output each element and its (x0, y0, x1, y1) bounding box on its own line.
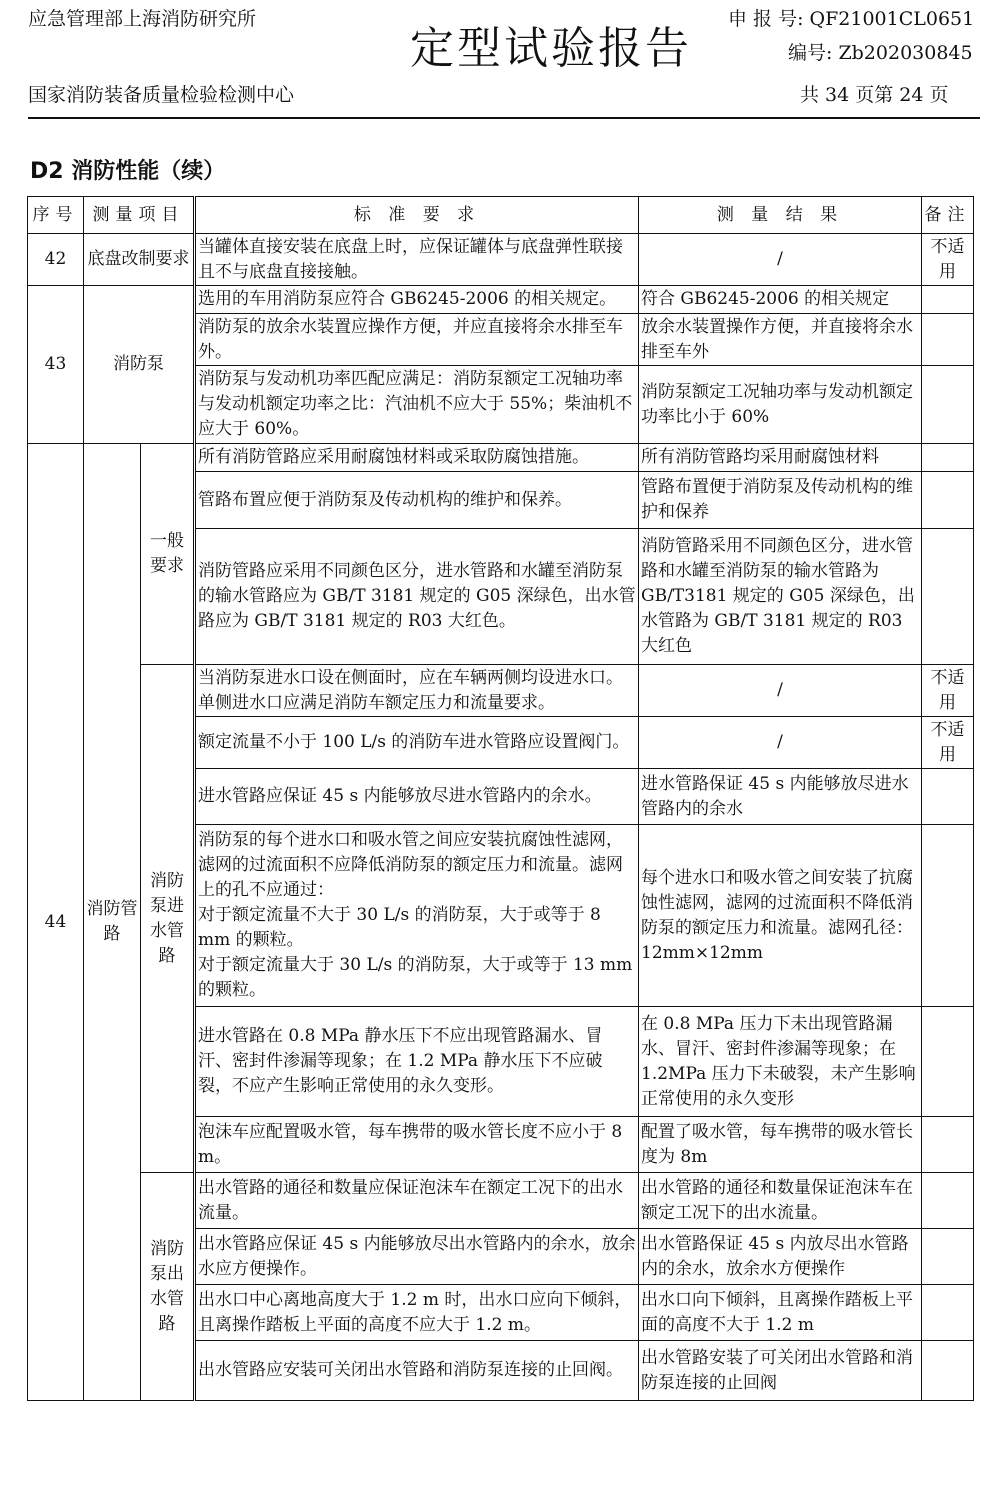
result-cell: 出水口向下倾斜，且离操作踏板上平面的高度不大于 1.2 m (639, 1285, 922, 1341)
col-header-no: 序号 (28, 197, 84, 234)
result-cell: 管路布置便于消防泵及传动机构的维护和保养 (639, 472, 922, 529)
requirement-cell: 进水管路应保证 45 s 内能够放尽进水管路内的余水。 (195, 769, 639, 825)
apply-number: 申 报 号: QF21001CL0651 (728, 8, 975, 30)
result-cell: 符合 GB6245-2006 的相关规定 (639, 286, 922, 314)
requirement-cell: 消防管路应采用不同颜色区分，进水管路和水罐至消防泵的输水管路应为 GB/T 3181 规定的 G05 深绿色，出水管路应为 GB/T 3181 规定的 R03 大红色。 (195, 529, 639, 665)
result-cell: 所有消防管路均采用耐腐蚀材料 (639, 444, 922, 472)
result-cell: 每个进水口和吸水管之间安装了抗腐蚀性滤网，滤网的过流面积不降低消防泵的额定压力和流量。滤网孔径：12mm×12mm (639, 825, 922, 1007)
requirement-cell: 出水口中心离地高度大于 1.2 m 时，出水口应向下倾斜，且离操作踏板上平面的高度不应大于 1.2 m。 (195, 1285, 639, 1341)
note-cell (922, 1341, 974, 1401)
result-cell: / (639, 717, 922, 769)
requirement-cell: 当消防泵进水口设在侧面时，应在车辆两侧均设进水口。单侧进水口应满足消防车额定压力和流量要求。 (195, 665, 639, 717)
requirement-cell: 额定流量不小于 100 L/s 的消防车进水管路应设置阀门。 (195, 717, 639, 769)
result-cell: / (639, 665, 922, 717)
subitem-name: 消防泵出水管路 (141, 1173, 195, 1401)
requirement-cell: 泡沫车应配置吸水管，每车携带的吸水管长度不应小于 8 m。 (195, 1117, 639, 1173)
header-divider (28, 117, 980, 119)
requirement-cell: 出水管路应保证 45 s 内能够放尽出水管路内的余水，放余水应方便操作。 (195, 1229, 639, 1285)
table-row (28, 1173, 974, 1229)
note-cell (922, 1173, 974, 1229)
note-cell (922, 314, 974, 366)
requirement-cell: 消防泵与发动机功率匹配应满足：消防泵额定工况轴功率与发动机额定功率之比：汽油机不应大于 55%；柴油机不应大于 60%。 (195, 366, 639, 444)
note-cell (922, 286, 974, 314)
table-row (28, 444, 974, 472)
requirement-cell: 当罐体直接安装在底盘上时，应保证罐体与底盘弹性联接且不与底盘直接接触。 (195, 234, 639, 286)
result-cell: 出水管路的通径和数量保证泡沫车在额定工况下的出水流量。 (639, 1173, 922, 1229)
report-title: 定型试验报告 (410, 23, 692, 74)
page-count: 共 34 页第 24 页 (800, 84, 949, 106)
note-cell (922, 1117, 974, 1173)
note-cell (922, 1007, 974, 1117)
note-cell (922, 1229, 974, 1285)
requirement-cell: 消防泵的每个进水口和吸水管之间应安装抗腐蚀性滤网，滤网的过流面积不应降低消防泵的额定压力和流量。滤网上的孔不应通过： 对于额定流量不大于 30 L/s 的消防泵，大于或等于 8 mm 的颗粒。 对于额定流量大于 30 L/s 的消防泵，大于或等于 13 mm 的颗粒。 (195, 825, 639, 1007)
item-name: 消防泵 (84, 286, 195, 444)
result-cell: 进水管路保证 45 s 内能够放尽进水管路内的余水 (639, 769, 922, 825)
note-cell (922, 366, 974, 444)
note-cell (922, 472, 974, 529)
requirement-cell: 所有消防管路应采用耐腐蚀材料或采取防腐蚀措施。 (195, 444, 639, 472)
result-cell: 配置了吸水管，每车携带的吸水管长度为 8m (639, 1117, 922, 1173)
requirement-cell: 出水管路的通径和数量应保证泡沫车在额定工况下的出水流量。 (195, 1173, 639, 1229)
row-number: 43 (28, 286, 84, 444)
result-cell: 放余水装置操作方便，并直接将余水排至车外 (639, 314, 922, 366)
note-cell: 不适用 (922, 717, 974, 769)
result-cell: / (639, 234, 922, 286)
item-name: 消防管路 (84, 444, 141, 1401)
note-cell: 不适用 (922, 665, 974, 717)
item-name: 底盘改制要求 (84, 234, 195, 286)
table-row (28, 665, 974, 717)
row-number: 44 (28, 444, 84, 1401)
requirement-cell: 消防泵的放余水装置应操作方便，并应直接将余水排至车外。 (195, 314, 639, 366)
col-header-item: 测量项目 (84, 197, 195, 234)
result-cell: 消防泵额定工况轴功率与发动机额定功率比小于 60% (639, 366, 922, 444)
requirement-cell: 出水管路应安装可关闭出水管路和消防泵连接的止回阀。 (195, 1341, 639, 1401)
result-cell: 在 0.8 MPa 压力下未出现管路漏水、冒汗、密封件渗漏等现象；在 1.2MPa 压力下未破裂，未产生影响正常使用的永久变形 (639, 1007, 922, 1117)
row-number: 42 (28, 234, 84, 286)
note-cell (922, 1285, 974, 1341)
report-number: 编号: Zb202030845 (788, 42, 973, 64)
result-cell: 出水管路保证 45 s 内放尽出水管路内的余水，放余水方便操作 (639, 1229, 922, 1285)
col-header-note: 备注 (922, 197, 974, 234)
result-cell: 出水管路安装了可关闭出水管路和消防泵连接的止回阀 (639, 1341, 922, 1401)
requirement-cell: 进水管路在 0.8 MPa 静水压下不应出现管路漏水、冒汗、密封件渗漏等现象；在 1.2 MPa 静水压下不应破裂，不应产生影响正常使用的永久变形。 (195, 1007, 639, 1117)
note-cell (922, 529, 974, 665)
table-row (28, 234, 974, 286)
note-cell (922, 444, 974, 472)
institute-name: 应急管理部上海消防研究所 (28, 8, 257, 30)
note-cell: 不适用 (922, 234, 974, 286)
subitem-name: 一般要求 (141, 444, 195, 665)
col-header-requirement: 标 准 要 求 (195, 197, 639, 234)
requirement-cell: 选用的车用消防泵应符合 GB6245-2006 的相关规定。 (195, 286, 639, 314)
col-header-result: 测 量 结 果 (639, 197, 922, 234)
table-header-row (28, 197, 974, 234)
performance-table (27, 196, 974, 1401)
result-cell: 消防管路采用不同颜色区分，进水管路和水罐至消防泵的输水管路为GB/T3181 规定的 G05 深绿色，出水管路为 GB/T 3181 规定的 R03 大红色 (639, 529, 922, 665)
note-cell (922, 769, 974, 825)
test-center-name: 国家消防装备质量检验检测中心 (28, 84, 295, 106)
subitem-name: 消防泵进水管路 (141, 665, 195, 1173)
table-row (28, 286, 974, 314)
section-title: D2 消防性能（续） (30, 159, 226, 184)
requirement-cell: 管路布置应便于消防泵及传动机构的维护和保养。 (195, 472, 639, 529)
note-cell (922, 825, 974, 1007)
